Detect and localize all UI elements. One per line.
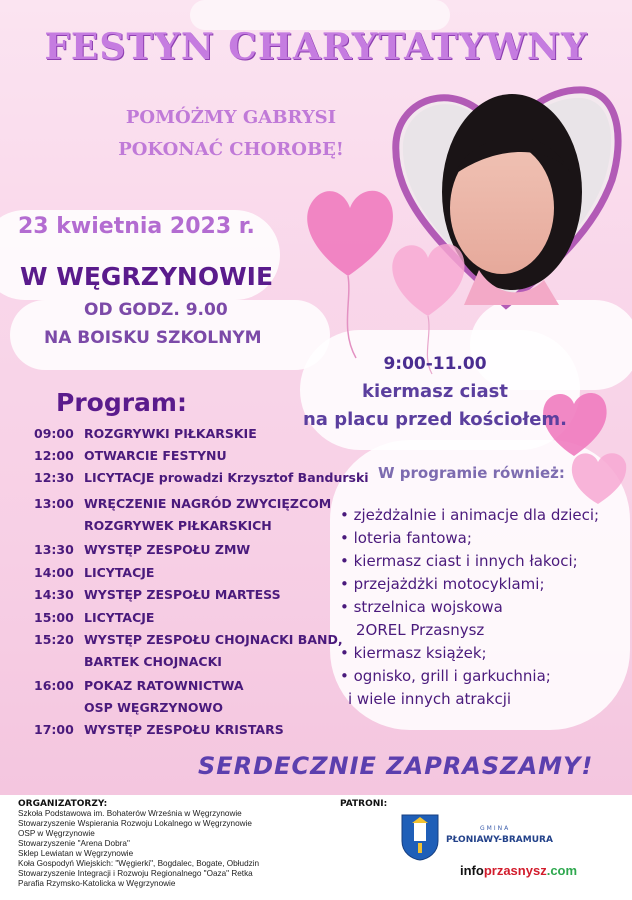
schedule-text: POKAZ RATOWNICTWA [84,678,244,693]
list-item: • kiermasz książek; [340,644,487,662]
schedule-text: LICYTACJE prowadzi Krzysztof Bandurski [84,470,369,485]
schedule-time: 13:30 [34,542,74,557]
schedule-text: ROZGRYWEK PIŁKARSKICH [84,518,272,533]
schedule-time: 17:00 [34,722,74,737]
poster-title: FESTYN CHARYTATYWNY [44,26,588,68]
schedule-time: 12:30 [34,470,74,485]
list-item: 2OREL Przasnysz [356,621,485,639]
organizer-item: OSP w Węgrzynowie [18,829,95,838]
logo-prefix: info [460,863,484,878]
schedule-text: WYSTĘP ZESPOŁU CHOJNACKI BAND, [84,632,343,647]
schedule-text: OSP WĘGRZYNOWO [84,700,223,715]
footer [0,795,632,900]
list-item: • loteria fantowa; [340,529,472,547]
list-item: • ognisko, grill i garkuchnia; [340,667,551,685]
bake-sale-info [300,350,570,434]
organizers-title: ORGANIZATORZY: [18,799,108,809]
patrons-title: PATRONI: [340,799,388,809]
subtitle-line-2: POKONAĆ CHOROBĘ! [118,139,344,160]
schedule-text: ROZGRYWKI PIŁKARSKIE [84,426,257,441]
coat-of-arms-icon [400,813,440,861]
gmina-name: PŁONIAWY-BRAMURA [446,835,553,845]
list-item: • kiermasz ciast i innych łakoci; [340,552,578,570]
list-item: • przejażdżki motocyklami; [340,575,545,593]
list-item: i wiele innych atrakcji [348,690,512,708]
schedule-text: LICYTACJE [84,565,155,580]
infoprzasnysz-logo [460,863,577,878]
bake-sale-line-1: kiermasz ciast [362,381,508,402]
organizer-item: Stowarzyszenie Wspierania Rozwoju Lokalnego w Węgrzynowie [18,819,252,828]
organizer-item: Sklep Lewiatan w Węgrzynowie [18,849,134,858]
event-date: 23 kwietnia 2023 r. [18,214,255,239]
schedule-text: OTWARCIE FESTYNU [84,448,227,463]
schedule-text: WYSTĘP ZESPOŁU ZMW [84,542,251,557]
also-in-program-title: W programie również: [378,464,565,482]
bake-sale-line-2: na placu przed kościołem. [302,409,568,430]
schedule-time: 12:00 [34,448,74,463]
schedule-time: 15:20 [34,632,74,647]
organizer-item: Stowarzyszenie "Arena Dobra" [18,839,130,848]
schedule-text: BARTEK CHOJNACKI [84,654,222,669]
schedule-text: WYSTĘP ZESPOŁU MARTESS [84,587,281,602]
program-title: Program: [56,388,187,417]
schedule-text: WYSTĘP ZESPOŁU KRISTARS [84,722,284,737]
logo-main: przasnysz [483,863,547,878]
organizer-item: Parafia Rzymsko-Katolicka w Węgrzynowie [18,879,176,888]
logo-suffix: .com [546,863,578,878]
closing-invitation: SERDECZNIE ZAPRASZAMY! [198,752,594,780]
schedule-time: 16:00 [34,678,74,693]
schedule-time: 14:00 [34,565,74,580]
organizer-item: Koła Gospodyń Wiejskich: "Węgierki", Bogdalec, Bogate, Obłudzin [18,859,260,868]
schedule-text: LICYTACJE [84,610,155,625]
event-place: W WĘGRZYNOWIE [20,262,274,291]
schedule-time: 15:00 [34,610,74,625]
schedule-time: 13:00 [34,496,74,511]
event-venue: NA BOISKU SZKOLNYM [44,328,262,348]
schedule-time: 14:30 [34,587,74,602]
list-item: • zjeżdżalnie i animacje dla dzieci; [340,506,600,524]
gmina-label: GMINA [480,825,511,832]
organizer-item: Stowarzyszenie Integracji i Rozwoju Regionalnego "Oaza" Retka [18,869,253,878]
list-item: • strzelnica wojskowa [340,598,503,616]
bake-sale-hours: 9:00-11.00 [383,354,487,374]
organizers-list [18,809,259,889]
organizer-item: Szkoła Podstawowa im. Bohaterów Września w Węgrzynowie [18,809,242,818]
schedule-text: WRĘCZENIE NAGRÓD ZWYCIĘZCOM [84,496,332,511]
subtitle-line-1: POMÓŻMY GABRYSI [125,107,337,128]
schedule-time: 09:00 [34,426,74,441]
event-time: OD GODZ. 9.00 [84,300,228,320]
